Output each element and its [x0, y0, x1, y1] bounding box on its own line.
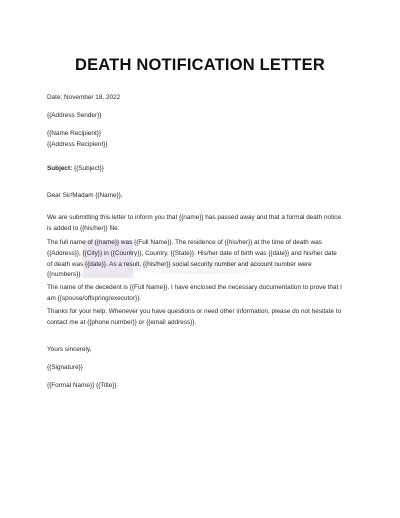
recipient-address: {{Address Recipient}} — [47, 140, 108, 148]
sender-address: {{Address Sender}} — [47, 112, 102, 119]
subject-value: {{Subject}} — [72, 165, 104, 172]
subject-label: Subject: — [47, 165, 73, 172]
paragraph-line: am {{spouse/offspring/executor}}. — [47, 294, 142, 302]
letter-title: DEATH NOTIFICATION LETTER — [74, 56, 326, 74]
letter-date: Date: November 18, 2022 — [47, 94, 121, 101]
paragraph-line: Thanks for your help. Whenever you have questions or need other information, please do not hesitate to — [47, 308, 342, 315]
paragraph-line: contact me at {{phone number}} or {{email address}}. — [47, 318, 197, 326]
signature: {{Signature}} — [47, 364, 83, 371]
paragraph-line: The full name of {{name}} was {{Full Name}}. The residence of {{his/her}} at the time of death was — [47, 239, 322, 246]
paragraph-details — [47, 238, 362, 281]
formal-name: {{Formal Name}} {{Title}} — [47, 382, 117, 389]
recipient-name: {{Name Recipient}} — [47, 130, 102, 137]
paragraph-line: The name of the decedent is {{Full Name}}. I have enclosed the necessary documentation to prove that I — [47, 284, 342, 291]
paragraph-line: {{Address}}, {{City}} in {{Country}}, Country, {{State}}. His/her date of birth was {{date}} and his/her date — [47, 249, 337, 257]
recipient-block — [47, 129, 362, 151]
paragraph-contact — [47, 307, 362, 329]
paragraph-line: of death was {{date}}. As a result, {{his/her}} social security number and account number were — [47, 260, 312, 268]
paragraph-line: is added to {{his/her}} file. — [47, 224, 120, 232]
paragraph-decedent — [47, 283, 362, 305]
closing: Yours sincerely, — [47, 346, 92, 353]
paragraph-line: We are submitting this letter to inform you that {{name}} has passed away and that a formal death notice — [47, 214, 342, 221]
paragraph-line: {{numbers}}. — [47, 271, 83, 279]
subject-line — [47, 164, 362, 175]
greeting: Dear Sir/Madam {{Name}}, — [47, 192, 123, 199]
paragraph-notice — [47, 213, 362, 235]
